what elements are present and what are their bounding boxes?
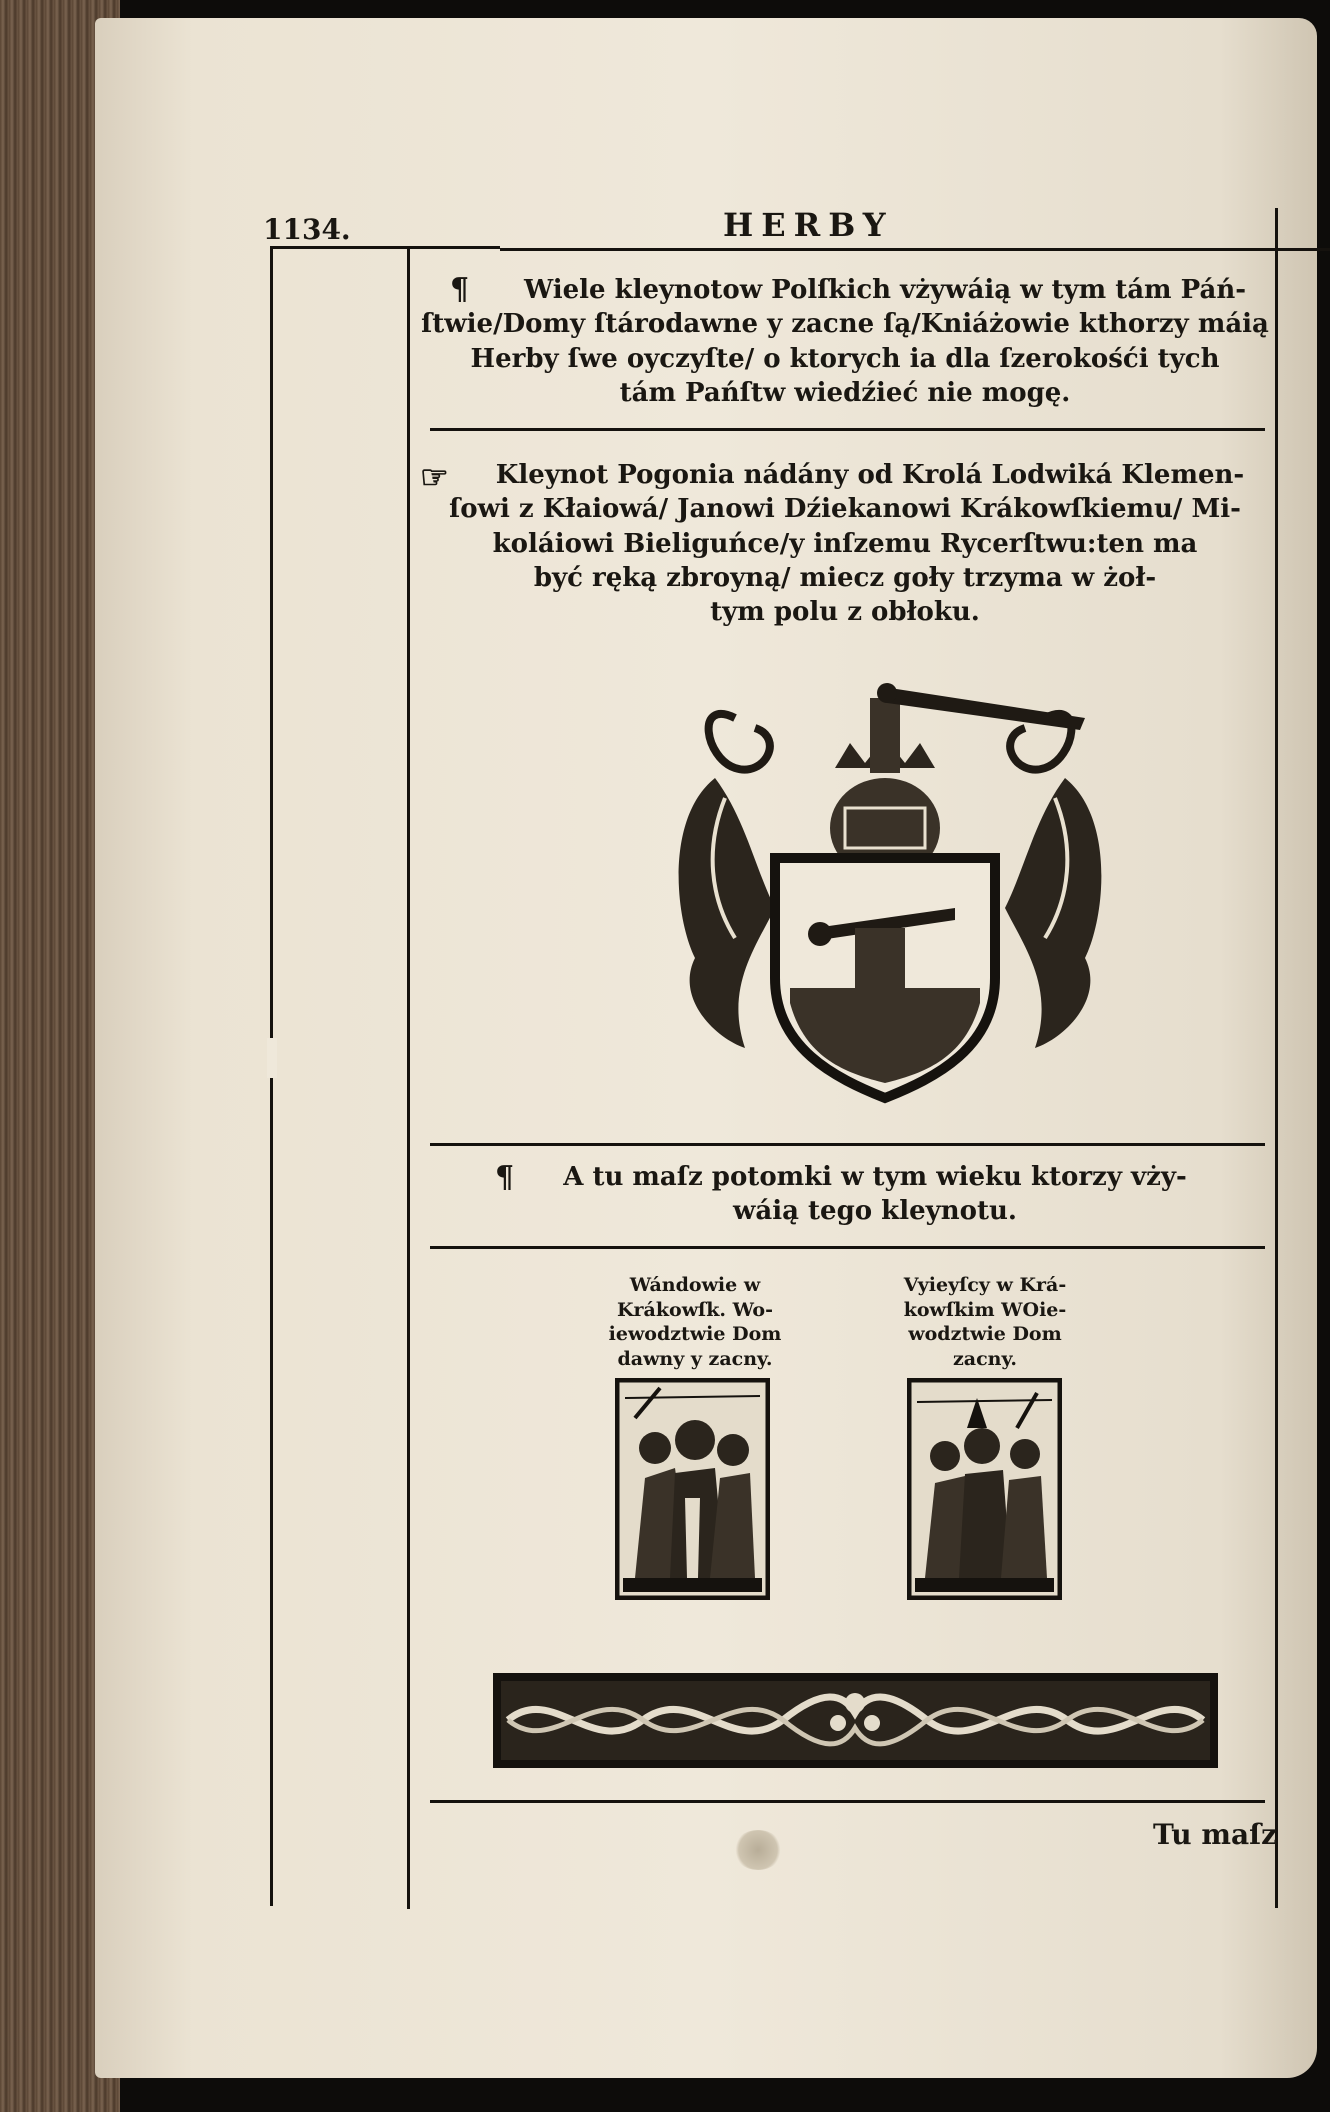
divider-2 (430, 1143, 1265, 1146)
section-2-line: koláiowi Bieliguńce/y inſzemu Rycerſtwu:ten ma (492, 528, 1198, 559)
column-rule-right (1275, 208, 1278, 1908)
head-rule-right (500, 248, 1330, 251)
caption-line: Wándowie w (629, 1274, 761, 1296)
section-1-line: Wiele kleynotow Polſkich vżywáią w tym tám Páń- (523, 275, 1247, 305)
family-caption-vyieyscy (885, 1273, 1085, 1372)
section-3-line: A tu maſz potomki w tym wieku ktorzy vży- (563, 1162, 1187, 1192)
family-caption-wandowie (595, 1273, 795, 1372)
ornamental-border-band (493, 1673, 1218, 1768)
divider-4 (430, 1800, 1265, 1803)
caption-line: iewodztwie Dom (608, 1323, 782, 1346)
divider-3 (430, 1246, 1265, 1249)
section-1-text (415, 273, 1275, 410)
section-2-line: Kleynot Pogonia nádány od Krolá Lodwiká Klemen- (495, 460, 1245, 490)
section-marker-2: ☞ (420, 458, 449, 496)
section-2-text (415, 458, 1275, 630)
caption-line: Krákowſk. Wo- (617, 1298, 773, 1321)
section-1-line: Herby ſwe oyczyſte/ o ktorych ia dla ſzerokośći tych (470, 343, 1220, 374)
woodcut-portrait-vyieyscy (907, 1378, 1062, 1600)
woodcut-portrait-wandowie (615, 1378, 770, 1600)
caption-line: kowſkim WOie- (903, 1298, 1067, 1321)
section-1-line: tám Pańſtw wiedźieć nie mogę. (619, 377, 1071, 408)
divider-1 (430, 428, 1265, 431)
caption-line: zacny. (953, 1348, 1017, 1371)
margin-break (267, 1038, 277, 1078)
section-3-text (515, 1160, 1235, 1229)
pogonia-coat-of-arms (655, 658, 1125, 1128)
book-page (95, 18, 1317, 2078)
section-marker-1: ¶ (450, 272, 470, 307)
caption-line: wodztwie Dom (908, 1323, 1062, 1346)
page-number: 1134. (263, 213, 351, 246)
section-3-line: wáią tego kleynotu. (733, 1196, 1017, 1227)
margin-rule-inner (407, 249, 410, 1909)
caption-line: dawny y zacny. (617, 1348, 773, 1371)
library-stamp (733, 1830, 783, 1870)
section-2-line: ſowi z Kłaiowá/ Janowi Dźiekanowi Krákowſkiemu/ Mi- (449, 494, 1241, 525)
section-marker-3: ¶ (495, 1160, 515, 1195)
catchword: Tu maſz (1153, 1818, 1278, 1851)
section-1-line: ſtwie/Domy ſtárodawne y zacne ſą/Kniáżowie kthorzy máią (421, 309, 1269, 340)
caption-line: Vyieyſcy w Krá- (903, 1274, 1067, 1296)
section-2-line: tym polu z obłoku. (710, 597, 980, 628)
section-2-line: być ręką zbroyną/ miecz goły trzyma w żoł- (533, 562, 1157, 593)
head-rule-left (270, 246, 500, 249)
running-title: HERBY (723, 206, 894, 244)
